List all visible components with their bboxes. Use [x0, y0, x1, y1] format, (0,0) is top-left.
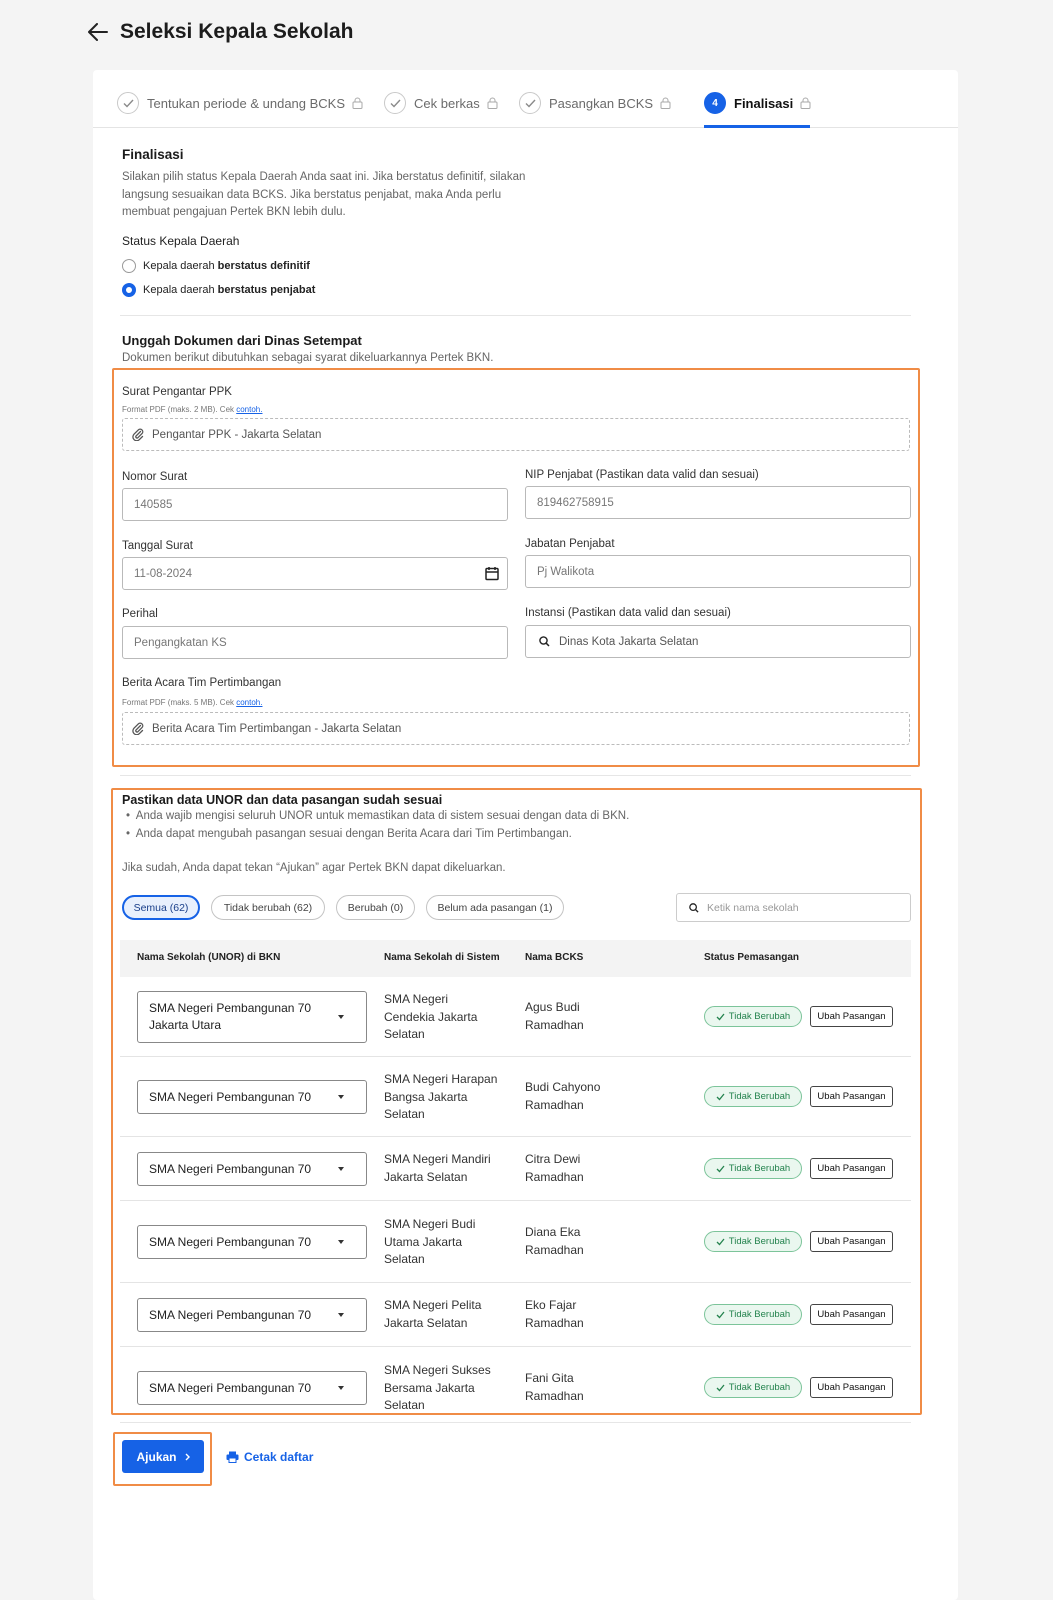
select-value: SMA Negeri Pembangunan 70	[149, 1380, 312, 1395]
instansi-label: Instansi (Pastikan data valid dan sesuai)	[525, 607, 731, 619]
filter-chip-belum-ada-pasangan[interactable]: Belum ada pasangan (1)	[426, 895, 564, 920]
lock-icon	[660, 97, 671, 109]
check-icon	[519, 92, 541, 114]
instansi-search-input[interactable]	[525, 625, 911, 658]
table-header	[120, 940, 911, 977]
status-badge	[704, 1086, 802, 1107]
table-row	[120, 1347, 911, 1413]
filter-chip-tidak-berubah[interactable]: Tidak berubah (62)	[211, 895, 325, 920]
divider	[120, 775, 911, 776]
cetak-daftar-link[interactable]	[226, 1450, 313, 1464]
select-value: SMA Negeri Pembangunan 70	[149, 1307, 312, 1322]
cell-line: SMA Negeri Budi	[384, 1217, 476, 1231]
select-value: SMA Negeri Pembangunan 70	[149, 1161, 312, 1176]
perihal-label: Perihal	[122, 608, 158, 620]
radio-label-prefix: Kepala daerah	[143, 284, 218, 296]
unor-select[interactable]	[137, 1080, 367, 1114]
bcks-name-cell	[525, 1151, 584, 1186]
nomor-surat-input[interactable]	[122, 488, 508, 521]
caret-down-icon	[338, 1095, 344, 1099]
jabatan-label: Jabatan Penjabat	[525, 538, 615, 550]
cell-line: Ramadhan	[525, 1097, 584, 1112]
school-search-input[interactable]	[676, 893, 911, 922]
cell-line: Agus Budi	[525, 1000, 580, 1014]
check-icon	[117, 92, 139, 114]
cell-line: Utama Jakarta	[384, 1234, 463, 1249]
tanggal-label: Tanggal Surat	[122, 540, 193, 552]
divider	[120, 315, 911, 316]
cell-line: Ramadhan	[525, 1242, 584, 1257]
table-row	[120, 977, 911, 1057]
column-header: Nama Sekolah di Sistem	[384, 952, 500, 963]
lock-icon	[352, 97, 363, 109]
uploaded-file-name: Pengantar PPK - Jakarta Selatan	[152, 428, 322, 441]
check-icon	[716, 1311, 725, 1319]
radio-penjabat[interactable]	[122, 283, 315, 297]
column-header: Status Pemasangan	[704, 952, 800, 963]
finalisasi-title: Finalisasi	[122, 147, 184, 162]
unggah-description: Dokumen berikut dibutuhkan sebagai syarat dikeluarkannya Pertek BKN.	[122, 352, 494, 364]
finalisasi-description	[122, 169, 582, 222]
search-placeholder: Ketik nama sekolah	[707, 901, 799, 914]
description-line: membuat pengajuan Pertek BKN lebih dulu.	[122, 206, 346, 218]
stepper	[93, 70, 958, 128]
badge-label: Tidak Berubah	[728, 1091, 791, 1102]
radio-label-bold: berstatus definitif	[217, 260, 310, 272]
page-title: Seleksi Kepala Sekolah	[120, 20, 354, 43]
cell-line: Cendekia Jakarta	[384, 1009, 478, 1024]
nip-label: NIP Penjabat (Pastikan data valid dan sesuai)	[525, 469, 759, 481]
perihal-input[interactable]	[122, 626, 508, 659]
bcks-name-cell	[525, 999, 584, 1034]
cell-line: Ramadhan	[525, 1388, 584, 1403]
bullet-item: • Anda dapat mengubah pasangan sesuai dengan Berita Acara dari Tim Pertimbangan.	[126, 827, 572, 840]
surat-hint	[122, 405, 262, 414]
input-value: 11-08-2024	[134, 567, 192, 580]
radio-circle-selected[interactable]	[122, 283, 136, 297]
badge-label: Tidak Berubah	[728, 1163, 791, 1174]
lock-icon	[487, 97, 498, 109]
hint-text: Format PDF (maks. 2 MB). Cek	[122, 405, 237, 414]
step-cek-berkas[interactable]	[384, 92, 498, 114]
select-value: SMA Negeri Pembangunan 70	[149, 1234, 312, 1249]
unor-select[interactable]	[137, 1225, 367, 1259]
bullet-item: • Anda wajib mengisi seluruh UNOR untuk memastikan data di sistem sesuai dengan data di BKN.	[126, 810, 630, 822]
link-label: Cetak daftar	[244, 1450, 314, 1464]
table-row	[120, 1201, 911, 1283]
nomor-label: Nomor Surat	[122, 471, 188, 483]
status-badge	[704, 1231, 802, 1252]
nip-input[interactable]	[525, 486, 911, 519]
status-badge	[704, 1377, 802, 1398]
caret-down-icon	[338, 1313, 344, 1317]
sistem-school-cell	[384, 1151, 491, 1186]
berita-upload-field[interactable]	[122, 712, 910, 745]
example-link[interactable]: contoh.	[236, 698, 263, 707]
ubah-pasangan-button[interactable]: Ubah Pasangan	[810, 1086, 893, 1107]
main-card	[93, 70, 958, 1600]
cell-line: Eko Fajar	[525, 1298, 577, 1312]
step-label: Pasangkan BCKS	[549, 95, 654, 111]
column-header: Nama Sekolah (UNOR) di BKN	[137, 952, 281, 963]
ubah-pasangan-button[interactable]: Ubah Pasangan	[810, 1231, 893, 1252]
unor-bullets	[126, 808, 629, 843]
cell-line: Jakarta Selatan	[384, 1315, 468, 1330]
search-icon	[539, 636, 550, 647]
lock-icon	[800, 97, 811, 109]
cell-line: Ramadhan	[525, 1017, 584, 1032]
cell-line: Bangsa Jakarta	[384, 1089, 468, 1104]
tanggal-input[interactable]	[122, 557, 508, 590]
sistem-school-cell	[384, 991, 477, 1044]
berita-hint	[122, 698, 262, 707]
sistem-school-cell	[384, 1297, 481, 1332]
unor-select[interactable]	[137, 991, 367, 1043]
sistem-school-cell	[384, 1362, 491, 1415]
status-label: Status Kepala Daerah	[122, 234, 240, 248]
badge-label: Tidak Berubah	[728, 1382, 791, 1393]
cell-line: SMA Negeri Sukses	[384, 1363, 491, 1377]
sistem-school-cell	[384, 1216, 475, 1269]
cell-line: Ramadhan	[525, 1315, 584, 1330]
caret-down-icon	[338, 1386, 344, 1390]
radio-label-bold: berstatus penjabat	[217, 284, 316, 296]
radio-definitif[interactable]	[122, 259, 310, 273]
filter-chip-semua[interactable]: Semua (62)	[122, 895, 200, 920]
page-header	[88, 18, 353, 46]
input-value: Pj Walikota	[537, 565, 595, 578]
check-icon	[384, 92, 406, 114]
input-value: 140585	[134, 498, 173, 511]
uploaded-file-name: Berita Acara Tim Pertimbangan - Jakarta Selatan	[152, 722, 402, 735]
caret-down-icon	[338, 1015, 344, 1019]
cell-line: Selatan	[384, 1252, 425, 1266]
divider	[120, 1422, 911, 1423]
input-value: Pengangkatan KS	[134, 636, 227, 649]
sistem-school-cell	[384, 1071, 497, 1124]
hint-text: Format PDF (maks. 5 MB). Cek	[122, 698, 237, 707]
cell-line: Budi Cahyono	[525, 1080, 601, 1094]
paperclip-icon	[132, 428, 144, 441]
back-arrow-icon[interactable]	[88, 21, 110, 43]
filter-chip-berubah[interactable]: Berubah (0)	[336, 895, 415, 920]
cell-line: SMA Negeri Pelita	[384, 1298, 482, 1312]
step-label: Tentukan periode & undang BCKS	[147, 95, 346, 111]
radio-label-prefix: Kepala daerah	[143, 260, 218, 272]
cell-line: Selatan	[384, 1398, 425, 1412]
cell-line: Fani Gita	[525, 1371, 574, 1385]
ajukan-button[interactable]	[122, 1440, 204, 1473]
description-line: langsung sesuaikan data BCKS. Jika berstatus penjabat, maka Anda perlu	[122, 188, 502, 201]
table-row	[120, 1283, 911, 1347]
cell-line: SMA Negeri Harapan	[384, 1072, 498, 1086]
active-step-indicator	[704, 125, 810, 128]
ubah-pasangan-button[interactable]: Ubah Pasangan	[810, 1006, 893, 1027]
status-badge	[704, 1304, 802, 1325]
calendar-icon[interactable]	[485, 566, 499, 584]
description-line: Silakan pilih status Kepala Daerah Anda saat ini. Jika berstatus definitif, silakan	[122, 171, 526, 183]
unggah-title: Unggah Dokumen dari Dinas Setempat	[122, 333, 362, 348]
cell-line: SMA Negeri	[384, 992, 449, 1006]
check-icon	[716, 1013, 725, 1021]
radio-circle[interactable]	[122, 259, 136, 273]
cell-line: Citra Dewi	[525, 1152, 581, 1166]
status-badge	[704, 1006, 802, 1027]
cell-line: Ramadhan	[525, 1169, 584, 1184]
step-pasangkan-bcks[interactable]	[519, 92, 671, 114]
caret-down-icon	[338, 1167, 344, 1171]
bullet-text: Anda wajib mengisi seluruh UNOR untuk memastikan data di sistem sesuai dengan data di BKN.	[135, 810, 630, 822]
button-label: Ajukan	[136, 1449, 177, 1464]
badge-label: Tidak Berubah	[728, 1011, 791, 1022]
chevron-right-icon	[185, 1453, 190, 1461]
badge-label: Tidak Berubah	[728, 1236, 791, 1247]
ubah-pasangan-button[interactable]: Ubah Pasangan	[810, 1377, 893, 1398]
select-value: SMA Negeri Pembangunan 70	[149, 1001, 312, 1015]
table-row	[120, 1137, 911, 1201]
ubah-pasangan-button[interactable]: Ubah Pasangan	[810, 1304, 893, 1325]
table-row	[120, 1057, 911, 1137]
bcks-name-cell	[525, 1079, 600, 1114]
caret-down-icon	[338, 1240, 344, 1244]
paperclip-icon	[132, 722, 144, 735]
example-link[interactable]: contoh.	[236, 405, 263, 414]
cell-line: Diana Eka	[525, 1225, 581, 1239]
input-value: 819462758915	[537, 496, 614, 509]
berita-label: Berita Acara Tim Pertimbangan	[122, 677, 282, 689]
cell-line: Selatan	[384, 1107, 425, 1121]
step-number: 4	[704, 92, 726, 114]
cell-line: Selatan	[384, 1027, 425, 1041]
input-value: Dinas Kota Jakarta Selatan	[559, 635, 699, 648]
select-value: Jakarta Utara	[149, 1018, 222, 1032]
printer-icon	[226, 1451, 239, 1463]
unor-select[interactable]	[137, 1152, 367, 1186]
unor-title: Pastikan data UNOR dan data pasangan sudah sesuai	[122, 793, 443, 807]
cell-line: Jakarta Selatan	[384, 1169, 468, 1184]
surat-upload-field[interactable]	[122, 418, 910, 451]
step-label: Finalisasi	[734, 95, 794, 111]
check-icon	[716, 1093, 725, 1101]
step-tentukan-periode[interactable]	[117, 92, 363, 114]
unor-note: Jika sudah, Anda dapat tekan “Ajukan” agar Pertek BKN dapat dikeluarkan.	[122, 862, 506, 874]
search-icon	[689, 903, 699, 913]
check-icon	[716, 1238, 725, 1246]
bcks-name-cell	[525, 1370, 584, 1405]
status-badge	[704, 1158, 802, 1179]
bcks-name-cell	[525, 1297, 584, 1332]
badge-label: Tidak Berubah	[728, 1309, 791, 1320]
column-header: Nama BCKS	[525, 952, 584, 963]
check-icon	[716, 1384, 725, 1392]
unor-select[interactable]	[137, 1298, 367, 1332]
cell-line: Bersama Jakarta	[384, 1380, 475, 1395]
select-value: SMA Negeri Pembangunan 70	[149, 1089, 312, 1104]
bullet-text: Anda dapat mengubah pasangan sesuai dengan Berita Acara dari Tim Pertimbangan.	[135, 827, 572, 840]
bcks-name-cell	[525, 1224, 584, 1259]
surat-label: Surat Pengantar PPK	[122, 386, 232, 398]
cell-line: SMA Negeri Mandiri	[384, 1152, 491, 1166]
check-icon	[716, 1165, 725, 1173]
ubah-pasangan-button[interactable]: Ubah Pasangan	[810, 1158, 893, 1179]
step-finalisasi[interactable]	[704, 92, 811, 114]
jabatan-input[interactable]	[525, 555, 911, 588]
unor-select[interactable]	[137, 1371, 367, 1405]
step-label: Cek berkas	[414, 95, 480, 111]
